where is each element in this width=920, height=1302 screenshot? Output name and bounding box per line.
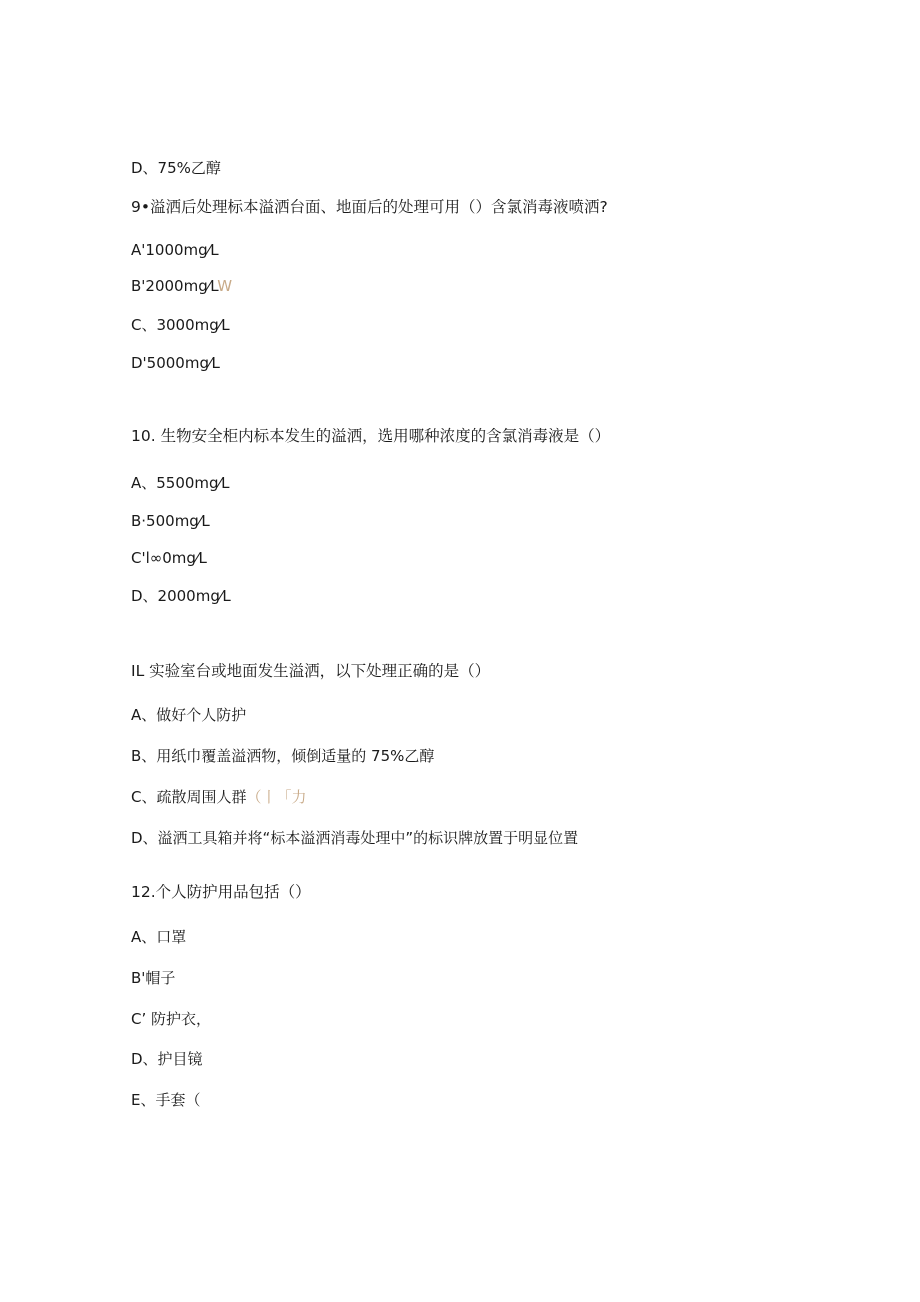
q10-option-d: D、2000mg⁄L: [131, 587, 231, 605]
q10-option-c: C'l∞0mg⁄L: [131, 549, 207, 567]
q9-option-d: D'5000mg⁄L: [131, 354, 220, 372]
q11-stem: IL 实验室台或地面发生溢洒，以下处理正确的是（）: [131, 662, 491, 680]
q10-option-b: B·500mg⁄L: [131, 512, 210, 530]
q10-option-a: A、5500mg⁄L: [131, 474, 230, 492]
q12-option-d: D、护目镜: [131, 1050, 203, 1068]
q9-stem: 9•溢洒后处理标本溢洒台面、地面后的处理可用（）含氯消毒液喷洒?: [131, 198, 608, 216]
q12-option-b: B'帽子: [131, 969, 176, 987]
q9-option-b-mark: W: [217, 277, 233, 295]
q11-option-b: B、用纸巾覆盖溢洒物，倾倒适量的 75%乙醇: [131, 747, 435, 765]
q12-stem: 12.个人防护用品包括（）: [131, 883, 311, 901]
q11-option-c: [131, 787, 307, 807]
q11-option-c-text: C、疏散周围人群: [131, 788, 247, 806]
q9-option-c: C、3000mg⁄L: [131, 316, 230, 334]
q9-option-b-text: B'2000mg⁄L: [131, 277, 218, 295]
q8-option-d: D、75%乙醇: [131, 159, 221, 177]
q10-stem: 10. 生物安全柜内标本发生的溢洒，选用哪种浓度的含氯消毒液是（）: [131, 427, 611, 445]
q11-option-a: A、做好个人防护: [131, 706, 247, 724]
q12-option-e: E、手套（: [131, 1091, 201, 1109]
q9-option-a: A'1000mg⁄L: [131, 241, 219, 259]
q12-option-a: A、口罩: [131, 928, 187, 946]
q12-option-c: C’ 防护衣，: [131, 1010, 212, 1028]
q11-option-d: D、溢洒工具箱并将“标本溢洒消毒处理中”的标识牌放置于明显位置: [131, 829, 579, 847]
q9-option-b: [131, 276, 232, 296]
q11-option-c-mark: （丨「力: [246, 788, 307, 806]
